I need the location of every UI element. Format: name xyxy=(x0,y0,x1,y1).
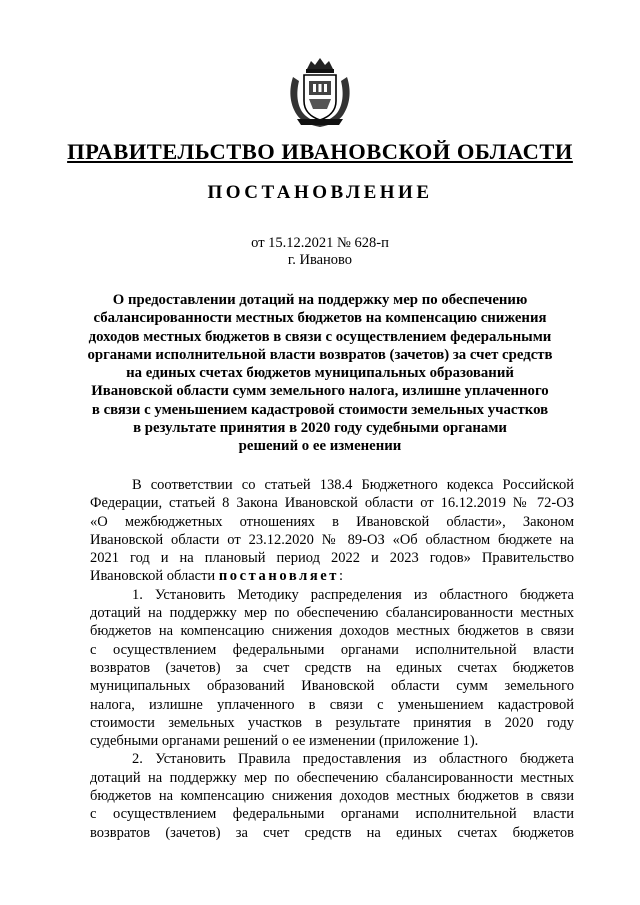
body-text: Ивановской области xyxy=(90,568,219,585)
body-line: бюджетов на компенсацию снижения доходов местных бюджетов в связи xyxy=(90,623,574,640)
body-line: с осуществлением федеральными органами исполнительной власти xyxy=(90,641,574,658)
body-line: судебными органами решений о ее изменении (приложение 1). xyxy=(90,733,479,750)
title-line: доходов местных бюджетов в связи с осуществлением федеральными xyxy=(88,328,552,345)
body-line: Федерации, статьей 8 Закона Ивановской области от 16.12.2019 № 72-ОЗ xyxy=(90,495,574,512)
date-number-block xyxy=(0,235,640,269)
body-line: В соответствии со статьей 138.4 Бюджетного кодекса Российской xyxy=(132,477,574,493)
body-line: бюджетов на компенсацию снижения доходов местных бюджетов в связи xyxy=(90,788,574,805)
title-line: на единых счетах бюджетов муниципальных образований xyxy=(126,365,514,382)
body-line: возвратов (зачетов) за счет средств на единых счетах бюджетов xyxy=(90,659,574,676)
title-line: сбалансированности местных бюджетов на компенсацию снижения xyxy=(93,310,547,327)
date-number: от 15.12.2021 № 628-п xyxy=(251,235,389,251)
document-title xyxy=(60,291,580,456)
body-line: 2. Установить Правила предоставления из областного бюджета xyxy=(132,751,574,768)
body-line: возвратов (зачетов) за счет средств на единых счетах бюджетов xyxy=(90,824,574,841)
body-text: : xyxy=(339,568,344,585)
body-line: муниципальных образований Ивановской области сумм земельного xyxy=(90,678,574,695)
title-line: Ивановской области сумм земельного налога, излишне уплаченного xyxy=(91,383,549,400)
document-type: ПОСТАНОВЛЕНИЕ xyxy=(207,182,433,203)
body-line: налога, излишне уплаченного в связи с уменьшением кадастровой xyxy=(90,696,574,713)
body-line: 1. Установить Методику распределения из областного бюджета xyxy=(132,586,574,603)
title-line: О предоставлении дотаций на поддержку мер по обеспечению xyxy=(112,292,528,308)
resolves-word: постановляет xyxy=(218,568,340,585)
body-line: «О межбюджетных отношениях в Ивановской области», Законом xyxy=(90,513,574,530)
body-line: стоимости земельных участков в результате принятия в 2020 году xyxy=(90,714,574,731)
title-line: органами исполнительной власти возвратов (зачетов) за счет средств xyxy=(87,346,553,363)
document-body xyxy=(90,476,574,842)
city: г. Иваново xyxy=(287,252,353,268)
coat-of-arms-icon xyxy=(287,55,353,131)
title-line: решений о ее изменении xyxy=(238,438,402,455)
title-line: в результате принятия в 2020 году судебными органами xyxy=(133,420,507,437)
body-line: 2021 год и на плановый период 2022 и 2023 годов» Правительство xyxy=(90,550,574,567)
body-line: дотаций на поддержку мер по обеспечению сбалансированности местных xyxy=(90,605,574,622)
body-line: дотаций на поддержку мер по обеспечению сбалансированности местных xyxy=(90,769,574,786)
organization-name: ПРАВИТЕЛЬСТВО ИВАНОВСКОЙ ОБЛАСТИ xyxy=(67,139,573,164)
title-line: в связи с уменьшением кадастровой стоимости земельных участков xyxy=(91,401,549,418)
body-line: с осуществлением федеральными органами исполнительной власти xyxy=(90,806,574,823)
body-line xyxy=(90,567,574,585)
body-line: Ивановской области от 23.12.2020 № 89-ОЗ «Об областном бюджете на xyxy=(90,531,574,548)
